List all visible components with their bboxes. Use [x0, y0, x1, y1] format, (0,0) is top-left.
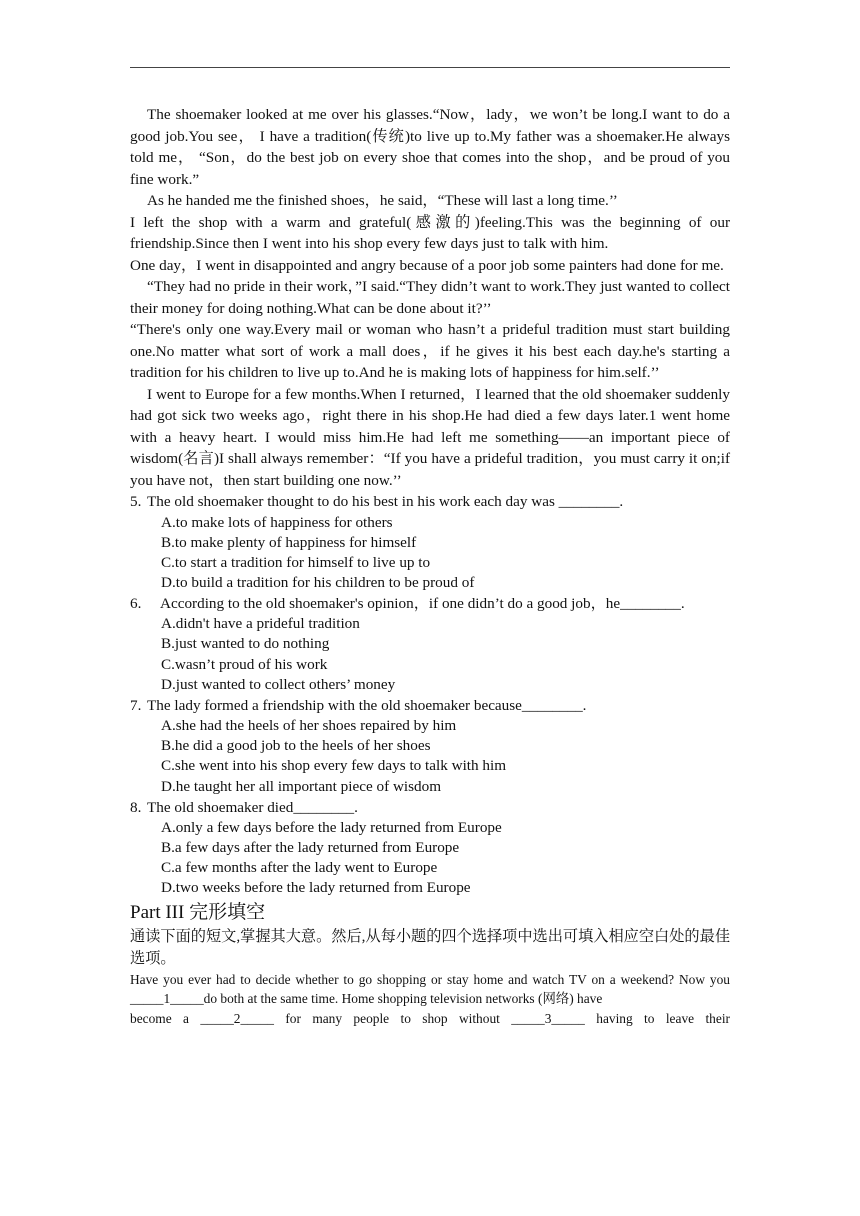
option-d: D.two weeks before the lady returned from Europe [161, 879, 471, 897]
option-b: B.a few days after the lady returned from Europe [161, 839, 460, 857]
option-a: A.didn't have a prideful tradition [161, 615, 360, 633]
option-c: C.she went into his shop every few days to talk with him [161, 757, 507, 775]
question-stem: The old shoemaker thought to do his best in his work each day was ________. [147, 493, 624, 510]
question-5 [130, 491, 730, 593]
question-7 [130, 695, 730, 797]
question-number: 6. [130, 594, 142, 612]
question-stem: The old shoemaker died________. [147, 798, 358, 816]
passage-paragraph-7: I went to Europe for a few months.When I returned，I learned that the old shoemaker suddenly had got sick two weeks ago，right there in his shop.He had died a few days later.1 went home with a heavy heart. I would miss him.He had left me something——an important piece of wisdom(名言)I shall always remember：“If you have a prideful tradition，you must carry it on;if you have not，then start building one now.’’ [130, 385, 730, 489]
cloze-text-line-2: become a _____2_____ for many people to shop without _____3_____ having to leave their [130, 1010, 730, 1026]
section-heading: Part III 完形填空 [130, 901, 266, 923]
option-a: A.to make lots of happiness for others [161, 513, 393, 531]
question-number: 7. [130, 696, 142, 714]
passage-paragraph-4: One day，I went in disappointed and angry because of a poor job some painters had done for me. [130, 256, 724, 274]
option-d: D.just wanted to collect others’ money [161, 675, 396, 693]
question-number: 8. [130, 798, 142, 816]
cloze-passage [130, 970, 730, 1009]
question-6 [130, 593, 730, 695]
cloze-text-line-1: Have you ever had to decide whether to go shopping or stay home and watch TV on a weekend? Now you _____1_____do both at the same time. Home shopping television networks (网络) have [130, 971, 730, 1006]
question-number: 5. [130, 493, 142, 510]
option-d: D.to build a tradition for his children to be proud of [161, 573, 475, 591]
option-c: C.to start a tradition for himself to live up to [161, 553, 431, 571]
option-c: C.wasn’t proud of his work [161, 655, 328, 673]
option-b: B.he did a good job to the heels of her shoes [161, 737, 431, 755]
passage-paragraph-5: “They had no pride in their work，”I said.“They didn’t want to work.They just wanted to collect their money for doing nothing.What can be done about it?’’ [130, 278, 730, 317]
option-c: C.a few months after the lady went to Europe [161, 859, 438, 877]
option-a: A.only a few days before the lady returned from Europe [161, 819, 502, 837]
option-b: B.just wanted to do nothing [161, 635, 330, 653]
passage-paragraph-1: The shoemaker looked at me over his glasses.“Now，lady，we won’t be long.I want to do a good job.You see， I have a tradition(传统)to live up to.My father was a shoemaker.He always told me， “Son，do the best job on every shoe that comes into the shop，and be proud of you fine work.” [130, 106, 730, 188]
passage-paragraph-2: As he handed me the finished shoes，he said，“These will last a long time.’’ [147, 192, 618, 209]
cloze-passage-continued [130, 1009, 730, 1029]
option-a: A.she had the heels of her shoes repaired by him [161, 717, 457, 735]
section-instruction: 通读下面的短文,掌握其大意。然后,从每小题的四个选择项中选出可填入相应空白处的最佳选项。 [130, 927, 730, 967]
passage-paragraph-3: I left the shop with a warm and grateful(感激的)feeling.This was the beginning of our friendship.Since then I went into his shop every few days just to talk with him. [130, 213, 730, 252]
option-b: B.to make plenty of happiness for himself [161, 533, 417, 551]
question-8 [130, 797, 730, 899]
passage-paragraph-6: “There's only one way.Every mail or woman who hasn’t a prideful tradition must start building one.No matter what sort of work a mall does，if he gives it his best each day.he's starting a tradition for his children to live up to.And he is making lots of happiness for him.self.’’ [130, 321, 730, 381]
document-body [130, 104, 730, 1028]
question-stem: According to the old shoemaker's opinion，if one didn’t do a good job，he________. [160, 594, 685, 612]
question-stem: The lady formed a friendship with the old shoemaker because________. [147, 696, 587, 714]
option-d: D.he taught her all important piece of wisdom [161, 777, 442, 795]
header-rule [130, 67, 730, 68]
